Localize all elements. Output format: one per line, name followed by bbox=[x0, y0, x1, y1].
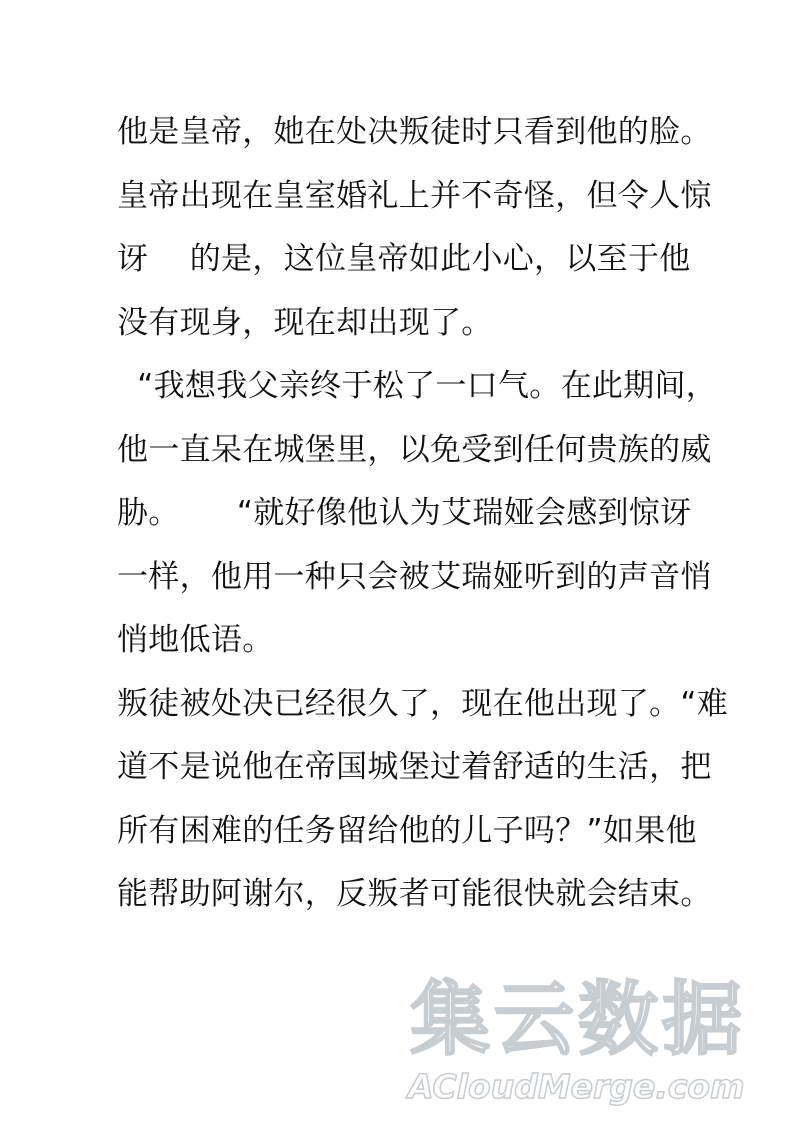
text-line: 道不是说他在帝国城堡过着舒适的生活，把 bbox=[117, 749, 712, 785]
watermark-logo bbox=[404, 975, 784, 1115]
text-line: 他一直呆在城堡里，以免受到任何贵族的威 bbox=[117, 431, 712, 468]
body-text bbox=[117, 106, 729, 932]
watermark-chinese: 集云数据 bbox=[410, 973, 746, 1066]
text-line: 胁。 “就好像他认为艾瑞娅会感到惊讶 bbox=[117, 495, 692, 531]
text-line: 悄地低语。 bbox=[117, 622, 274, 658]
text-line: 皇帝出现在皇室婚礼上并不奇怪，但令人惊 bbox=[117, 177, 712, 214]
watermark-english: ACloudMerge.com bbox=[408, 1067, 745, 1106]
text-line: 所有困难的任务留给他的儿子吗？”如果他 bbox=[117, 812, 697, 849]
text-line: 叛徒被处决已经很久了，现在他出现了。“难 bbox=[117, 685, 729, 722]
text-line: 讶 的是，这位皇帝如此小心，以至于他 bbox=[117, 241, 691, 277]
text-line: “我想我父亲终于松了一口气。在此期间， bbox=[117, 368, 718, 404]
text-line: 他是皇帝，她在处决叛徒时只看到他的脸。 bbox=[117, 114, 712, 150]
text-line: 没有现身，现在却出现了。 bbox=[117, 304, 493, 341]
text-line: 一样，他用一种只会被艾瑞娅听到的声音悄 bbox=[117, 558, 712, 595]
text-line: 能帮助阿谢尔，反叛者可能很快就会结束。 bbox=[117, 876, 712, 912]
